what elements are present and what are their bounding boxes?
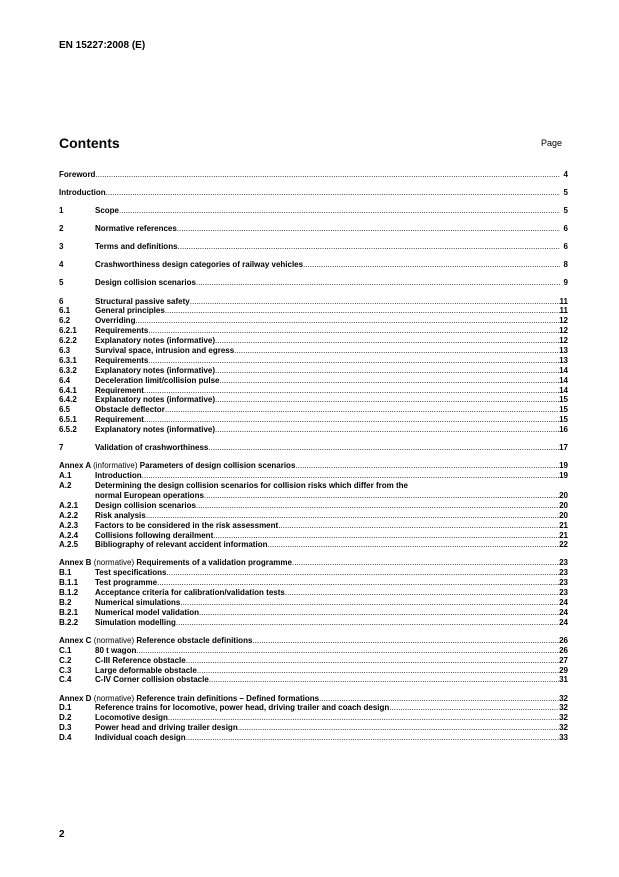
toc-entry-number: 6.4 xyxy=(59,375,71,385)
toc-entry-page: 16 xyxy=(559,425,568,435)
toc-entry xyxy=(59,443,568,453)
toc-entry-page: 24 xyxy=(559,607,568,617)
dot-leader xyxy=(135,316,559,326)
toc-entry-page: 26 xyxy=(559,635,568,645)
dot-leader xyxy=(148,326,559,336)
toc-entry-title: Scope xyxy=(95,206,120,216)
toc-entry-number: 6.5 xyxy=(59,405,71,415)
toc-entry-title: Introduction xyxy=(59,188,106,198)
dot-leader xyxy=(148,356,559,366)
toc-entry xyxy=(59,224,568,234)
toc-entry-number: B.2.2 xyxy=(59,617,79,627)
toc-entry-title: Terms and definitions xyxy=(95,242,178,252)
toc-entry-page: 23 xyxy=(559,558,568,568)
toc-entry-number: A.2.5 xyxy=(59,540,79,550)
toc-entry xyxy=(59,568,568,578)
toc-entry xyxy=(59,491,568,501)
toc-entry xyxy=(59,405,568,415)
annex-label: Annex C xyxy=(59,635,92,645)
dot-leader xyxy=(209,675,559,685)
dot-leader xyxy=(157,578,559,588)
toc-entry-number: 1 xyxy=(59,206,64,216)
toc-entry-number: 6.4.1 xyxy=(59,385,77,395)
dot-leader xyxy=(215,425,559,435)
dot-leader xyxy=(292,558,559,568)
toc-entry xyxy=(59,511,568,521)
toc-entry-page: 17 xyxy=(559,443,568,453)
toc-entry-title: Requirements xyxy=(95,355,149,365)
toc-entry-number: A.2.2 xyxy=(59,510,79,520)
toc-entry-page: 27 xyxy=(559,655,568,665)
toc-entry-number: D.2 xyxy=(59,713,72,723)
toc-entry-page: 14 xyxy=(559,375,568,385)
toc-entry-title: Obstacle deflector xyxy=(95,405,165,415)
toc-entry-number: 7 xyxy=(59,443,64,453)
toc-entry-title: Reference trains for locomotive, power head, driving trailer and coach design xyxy=(95,703,390,713)
toc-entry-title: 80 t wagon xyxy=(95,645,137,655)
dot-leader xyxy=(165,306,560,316)
dot-leader xyxy=(136,646,559,656)
toc-entry xyxy=(59,336,568,346)
toc-entry xyxy=(59,316,568,326)
toc-entry-number: 2 xyxy=(59,224,64,234)
toc-entry-number: A.2 xyxy=(59,481,72,491)
toc-entry-title: Power head and driving trailer design xyxy=(95,723,238,733)
dot-leader xyxy=(186,733,559,743)
toc-entry-page: 26 xyxy=(559,645,568,655)
toc-entry-number: A.2.1 xyxy=(59,500,79,510)
toc-entry xyxy=(59,278,568,288)
annex-qualifier: (informative) xyxy=(93,461,138,471)
dot-leader xyxy=(196,278,560,288)
toc-entry-page: 23 xyxy=(559,578,568,588)
toc-entry-page: 9 xyxy=(563,278,568,288)
toc-entry-title: Test specifications xyxy=(95,568,167,578)
dot-leader xyxy=(208,443,559,453)
toc-entry-page: 13 xyxy=(559,346,568,355)
toc-entry xyxy=(59,558,568,568)
toc-entry-number: 6.3.2 xyxy=(59,365,77,375)
toc-entry-title: Test programme xyxy=(95,578,158,588)
toc-entry-number: D.4 xyxy=(59,733,72,743)
dot-leader xyxy=(213,531,559,541)
toc-entry-page: 29 xyxy=(559,665,568,675)
toc-entry-page: 15 xyxy=(559,415,568,425)
toc-entry xyxy=(59,618,568,628)
toc-entry-title: Structural passive safety xyxy=(95,296,190,306)
toc-entry xyxy=(59,386,568,396)
dot-leader xyxy=(165,405,559,415)
toc-entry-title: Explanatory notes (informative) xyxy=(95,365,216,375)
toc-entry-title: Factors to be considered in the risk assessment xyxy=(95,520,279,530)
dot-leader xyxy=(303,260,560,270)
annex-label: Annex D xyxy=(59,693,92,703)
toc-entry-number: 6.4.2 xyxy=(59,395,77,405)
toc-entry xyxy=(59,694,568,704)
dot-leader xyxy=(178,242,560,252)
page-number: 2 xyxy=(59,829,65,840)
dot-leader xyxy=(215,395,559,405)
toc-entry-page: 32 xyxy=(559,723,568,733)
toc-entry-number: B.1.1 xyxy=(59,578,79,588)
toc-annex-heading xyxy=(59,558,292,568)
toc-entry xyxy=(59,656,568,666)
toc-entry-title: Risk analysis xyxy=(95,510,146,520)
toc-entry-page: 32 xyxy=(559,713,568,723)
toc-entry-page: 31 xyxy=(559,675,568,685)
toc-entry-page: 15 xyxy=(559,395,568,405)
toc-entry-page: 12 xyxy=(559,316,568,326)
toc-entry-title: Requirements xyxy=(95,326,149,336)
toc-entry-number: 5 xyxy=(59,278,64,288)
toc-entry xyxy=(59,471,568,481)
toc-entry xyxy=(59,636,568,646)
dot-leader xyxy=(238,723,559,733)
toc-entry-number: 6.2 xyxy=(59,316,71,326)
toc-entry-page: 24 xyxy=(559,598,568,608)
toc-entry-title: Crashworthiness design categories of railway vehicles xyxy=(95,260,304,270)
toc-entry-title: Parameters of design collision scenarios xyxy=(139,461,296,471)
dot-leader xyxy=(295,461,559,471)
dot-leader xyxy=(186,656,559,666)
toc-entry-page: 19 xyxy=(559,461,568,471)
toc-entry-title: Introduction xyxy=(95,471,142,481)
toc-entry-page: 20 xyxy=(559,500,568,510)
toc-entry-title: Deceleration limit/collision pulse xyxy=(95,375,220,385)
contents-title: Contents xyxy=(59,135,120,151)
toc-entry xyxy=(59,376,568,386)
toc-entry xyxy=(59,188,568,198)
toc-entry-title: Explanatory notes (informative) xyxy=(95,336,216,346)
dot-leader xyxy=(278,521,559,531)
toc-entry-page: 8 xyxy=(563,260,568,270)
toc-entry xyxy=(59,425,568,435)
toc-entry-page: 14 xyxy=(559,365,568,375)
dot-leader xyxy=(144,386,559,396)
toc-entry xyxy=(59,395,568,405)
toc-entry-page: 22 xyxy=(559,540,568,550)
toc-entry xyxy=(59,501,568,511)
toc-entry xyxy=(59,521,568,531)
toc-entry-page: 11 xyxy=(559,296,568,306)
toc-entry-number: B.2 xyxy=(59,598,72,608)
toc-entry-title: Validation of crashworthiness xyxy=(95,443,209,453)
dot-leader xyxy=(204,491,559,501)
toc-entry-page: 23 xyxy=(559,568,568,578)
toc-entry-title: C-III Reference obstacle xyxy=(95,655,186,665)
toc-entry-number: A.2.3 xyxy=(59,520,79,530)
toc-entry-title: Requirement xyxy=(95,415,144,425)
toc-entry xyxy=(59,242,568,252)
dot-leader xyxy=(267,540,559,550)
table-of-contents xyxy=(59,170,568,743)
toc-entry xyxy=(59,608,568,618)
toc-entry-number: A.2.4 xyxy=(59,530,79,540)
dot-leader xyxy=(177,224,560,234)
toc-entry-title: Locomotive design xyxy=(95,713,168,723)
toc-entry-title: Numerical simulations xyxy=(95,598,181,608)
dot-leader xyxy=(146,511,559,521)
toc-entry xyxy=(59,206,568,216)
toc-entry-title: Collisions following derailment xyxy=(95,530,214,540)
toc-entry-title: Overriding xyxy=(95,316,136,326)
toc-entry-title: Bibliography of relevant accident information xyxy=(95,540,268,550)
toc-entry-number: 3 xyxy=(59,242,64,252)
toc-entry xyxy=(59,531,568,541)
toc-entry-page: 21 xyxy=(559,530,568,540)
dot-leader xyxy=(219,376,559,386)
toc-entry xyxy=(59,646,568,656)
toc-entry-number: D.1 xyxy=(59,703,72,713)
dot-leader xyxy=(95,170,560,180)
toc-entry-page: 6 xyxy=(563,224,568,234)
dot-leader xyxy=(196,501,559,511)
toc-entry xyxy=(59,306,568,316)
toc-entry-page: 4 xyxy=(563,170,568,179)
toc-entry xyxy=(59,260,568,270)
toc-entry xyxy=(59,733,568,743)
toc-entry-page: 32 xyxy=(559,693,568,703)
toc-entry xyxy=(59,356,568,366)
toc-entry xyxy=(59,461,568,471)
toc-entry-number: 6.5.2 xyxy=(59,425,77,435)
toc-entry-page: 11 xyxy=(559,306,568,316)
toc-entry xyxy=(59,675,568,685)
toc-entry-page: 5 xyxy=(563,188,568,198)
toc-entry-page: 32 xyxy=(559,703,568,713)
toc-entry-title: Individual coach design xyxy=(95,733,186,743)
toc-entry-number: C.4 xyxy=(59,675,72,685)
annex-qualifier: (normative) xyxy=(93,693,135,703)
toc-entry-number: 6.1 xyxy=(59,306,71,316)
toc-entry-page: 5 xyxy=(563,206,568,216)
toc-entry-title: Large deformable obstacle xyxy=(95,665,197,675)
annex-qualifier: (normative) xyxy=(93,635,135,645)
toc-entry xyxy=(59,703,568,713)
toc-entry-title: Normative references xyxy=(95,224,177,234)
toc-entry-page: 24 xyxy=(559,617,568,627)
toc-annex-heading xyxy=(59,461,295,471)
toc-entry-title: Simulation modelling xyxy=(95,617,176,627)
toc-entry-number: 6.2.2 xyxy=(59,336,77,346)
toc-entry-number: 6.2.1 xyxy=(59,326,77,336)
toc-entry xyxy=(59,326,568,336)
toc-entry xyxy=(59,297,568,307)
dot-leader xyxy=(389,703,559,713)
dot-leader xyxy=(234,346,559,356)
toc-entry-number: C.1 xyxy=(59,645,72,655)
toc-entry-title: Determining the design collision scenarios for collision risks which differ from the xyxy=(95,481,408,491)
toc-entry-page: 12 xyxy=(559,336,568,346)
dot-leader xyxy=(197,666,559,676)
toc-entry-number: C.2 xyxy=(59,655,72,665)
toc-entry-page: 13 xyxy=(559,355,568,365)
toc-entry-number: 6 xyxy=(59,296,64,306)
toc-entry-title: Explanatory notes (informative) xyxy=(95,425,216,435)
dot-leader xyxy=(176,618,559,628)
toc-entry-title: Requirement xyxy=(95,385,144,395)
toc-entry-number: B.1 xyxy=(59,568,72,578)
toc-entry xyxy=(59,578,568,588)
toc-entry-title: Reference train definitions – Defined formations xyxy=(136,693,320,703)
toc-entry-number: 4 xyxy=(59,260,64,270)
dot-leader xyxy=(142,471,559,481)
annex-label: Annex B xyxy=(59,558,92,568)
toc-entry-title: Explanatory notes (informative) xyxy=(95,395,216,405)
dot-leader xyxy=(215,366,559,376)
toc-entry-number: D.3 xyxy=(59,723,72,733)
toc-entry xyxy=(59,366,568,376)
toc-entry-title: Acceptance criteria for calibration/validation tests xyxy=(95,588,285,598)
toc-entry-number: 6.5.1 xyxy=(59,415,77,425)
toc-entry xyxy=(59,481,568,491)
toc-entry-page: 33 xyxy=(559,733,568,743)
document-id: EN 15227:2008 (E) xyxy=(59,40,146,51)
toc-entry-number: B.1.2 xyxy=(59,588,79,598)
dot-leader xyxy=(319,694,559,704)
annex-label: Annex A xyxy=(59,461,91,471)
dot-leader xyxy=(215,336,559,346)
toc-entry-number: C.3 xyxy=(59,665,72,675)
toc-entry-number: 6.3 xyxy=(59,346,71,355)
dot-leader xyxy=(119,206,560,216)
toc-entry-page: 20 xyxy=(559,510,568,520)
dot-leader xyxy=(285,588,559,598)
dot-leader xyxy=(199,608,559,618)
toc-entry xyxy=(59,170,568,180)
toc-entry-title: Survival space, intrusion and egress xyxy=(95,346,235,355)
annex-qualifier: (normative) xyxy=(93,558,135,568)
toc-entry-title: General principles xyxy=(95,306,165,316)
toc-entry-page: 23 xyxy=(559,588,568,598)
dot-leader xyxy=(166,568,559,578)
toc-entry-number: A.1 xyxy=(59,471,72,481)
toc-entry-title: Numerical model validation xyxy=(95,607,200,617)
dot-leader xyxy=(168,713,559,723)
toc-entry xyxy=(59,415,568,425)
toc-entry-title: normal European operations xyxy=(95,490,204,500)
toc-entry-title: C-IV Corner collision obstacle xyxy=(95,675,209,685)
toc-entry-title: Design collision scenarios xyxy=(95,278,196,288)
toc-entry xyxy=(59,723,568,733)
toc-entry-title: Design collision scenarios xyxy=(95,500,196,510)
dot-leader xyxy=(106,188,560,198)
dot-leader xyxy=(180,598,559,608)
toc-entry-number: 6.3.1 xyxy=(59,355,77,365)
page-column-label: Page xyxy=(541,138,563,148)
dot-leader xyxy=(252,636,559,646)
toc-entry xyxy=(59,598,568,608)
toc-entry xyxy=(59,588,568,598)
toc-entry-page: 20 xyxy=(559,490,568,500)
toc-entry-number: B.2.1 xyxy=(59,607,79,617)
toc-entry-title: Requirements of a validation programme xyxy=(136,558,292,568)
dot-leader xyxy=(144,415,559,425)
toc-entry xyxy=(59,346,568,356)
toc-entry-title: Foreword xyxy=(59,170,96,179)
toc-entry-title: Reference obstacle definitions xyxy=(136,635,253,645)
toc-entry-page: 19 xyxy=(559,471,568,481)
toc-entry-page: 14 xyxy=(559,385,568,395)
toc-entry-page: 15 xyxy=(559,405,568,415)
toc-entry-page: 21 xyxy=(559,520,568,530)
toc-entry xyxy=(59,666,568,676)
toc-entry-page: 6 xyxy=(563,242,568,252)
toc-entry xyxy=(59,713,568,723)
toc-entry xyxy=(59,540,568,550)
dot-leader xyxy=(190,297,560,307)
toc-annex-heading xyxy=(59,636,252,646)
toc-entry-page: 12 xyxy=(559,326,568,336)
toc-annex-heading xyxy=(59,694,319,704)
